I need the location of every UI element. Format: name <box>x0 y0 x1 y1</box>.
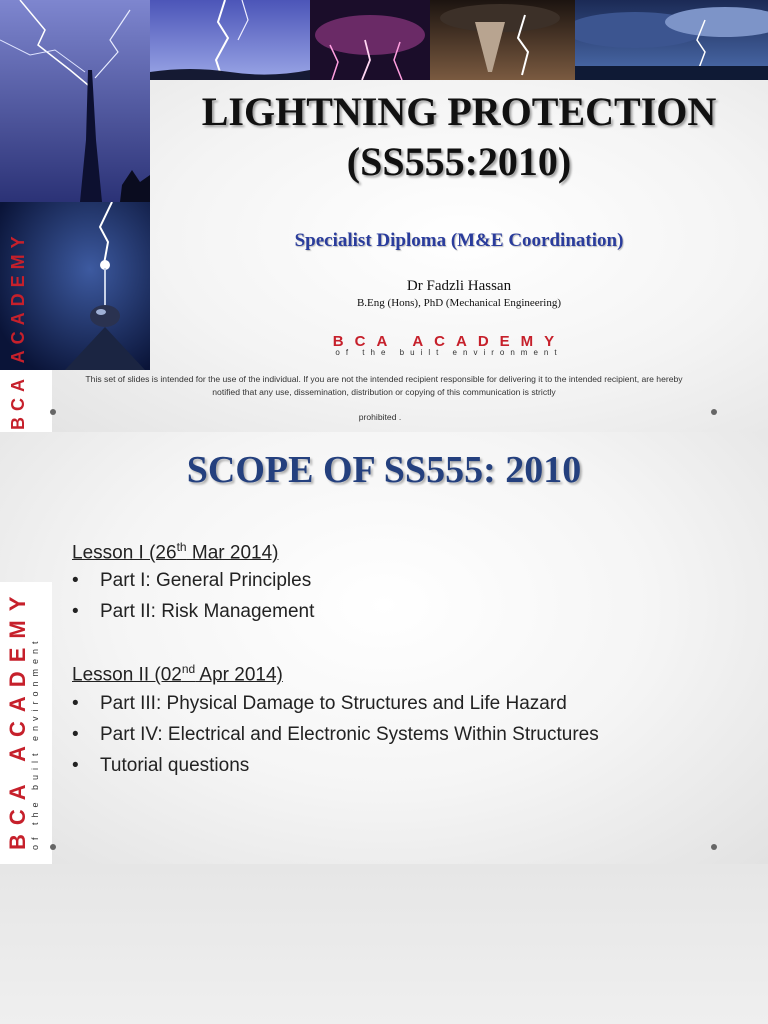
page-background <box>0 864 768 1024</box>
vertical-logo-tagline: of the built environment <box>30 636 40 850</box>
lightning-photo-2 <box>310 0 430 80</box>
list-item: • Part IV: Electrical and Electronic Systems Within Structures <box>72 724 599 745</box>
vertical-logo-text: BCA ACADEMY <box>8 230 28 430</box>
list-item: • Part II: Risk Management <box>72 601 315 622</box>
tornado-lightning-photo <box>430 0 575 80</box>
title-slide <box>0 0 768 432</box>
list-item: • Tutorial questions <box>72 755 250 776</box>
lightning-photo-1 <box>150 0 310 80</box>
course-subtitle: Specialist Diploma (M&E Coordination) <box>294 230 624 251</box>
skyscraper-lightning-photo <box>0 0 150 202</box>
storm-sea-photo <box>575 0 768 80</box>
slide-marker-dot <box>50 409 56 415</box>
list-item: • Part I: General Principles <box>72 570 312 591</box>
slide-title-line2: (SS555:2010) <box>346 139 572 184</box>
lesson-1-heading: Lesson I (26th Mar 2014) <box>72 540 279 564</box>
slide-title-line1: LIGHTNING PROTECTION <box>201 89 717 134</box>
bca-academy-logo-tagline: of the built environment <box>335 348 563 357</box>
lesson-2-heading: Lesson II (02nd Apr 2014) <box>72 662 283 686</box>
vertical-logo-strip-1 <box>0 230 52 432</box>
vertical-logo-strip-2 <box>0 582 52 864</box>
vertical-logo-text: BCA ACADEMY <box>5 587 30 850</box>
scope-slide <box>0 432 768 864</box>
slide-marker-dot <box>711 844 717 850</box>
disclaimer-text: This set of slides is intended for the use of the individual. If you are not the intended recipient responsible for delivering it to the intended recipient, are hereby notified that any use, dissemination, distribution or copying of this communication is strictly <box>85 374 683 397</box>
disclaimer-end: prohibited . <box>358 412 402 422</box>
author-degree: B.Eng (Hons), PhD (Mechanical Engineering) <box>356 297 562 309</box>
slide-marker-dot <box>711 409 717 415</box>
scope-title: SCOPE OF SS555: 2010 <box>186 449 582 491</box>
slide-marker-dot <box>50 844 56 850</box>
bca-academy-logo: BCA ACADEMY <box>332 333 566 350</box>
author-name: Dr Fadzli Hassan <box>406 278 512 294</box>
list-item: • Part III: Physical Damage to Structures and Life Hazard <box>72 693 567 714</box>
